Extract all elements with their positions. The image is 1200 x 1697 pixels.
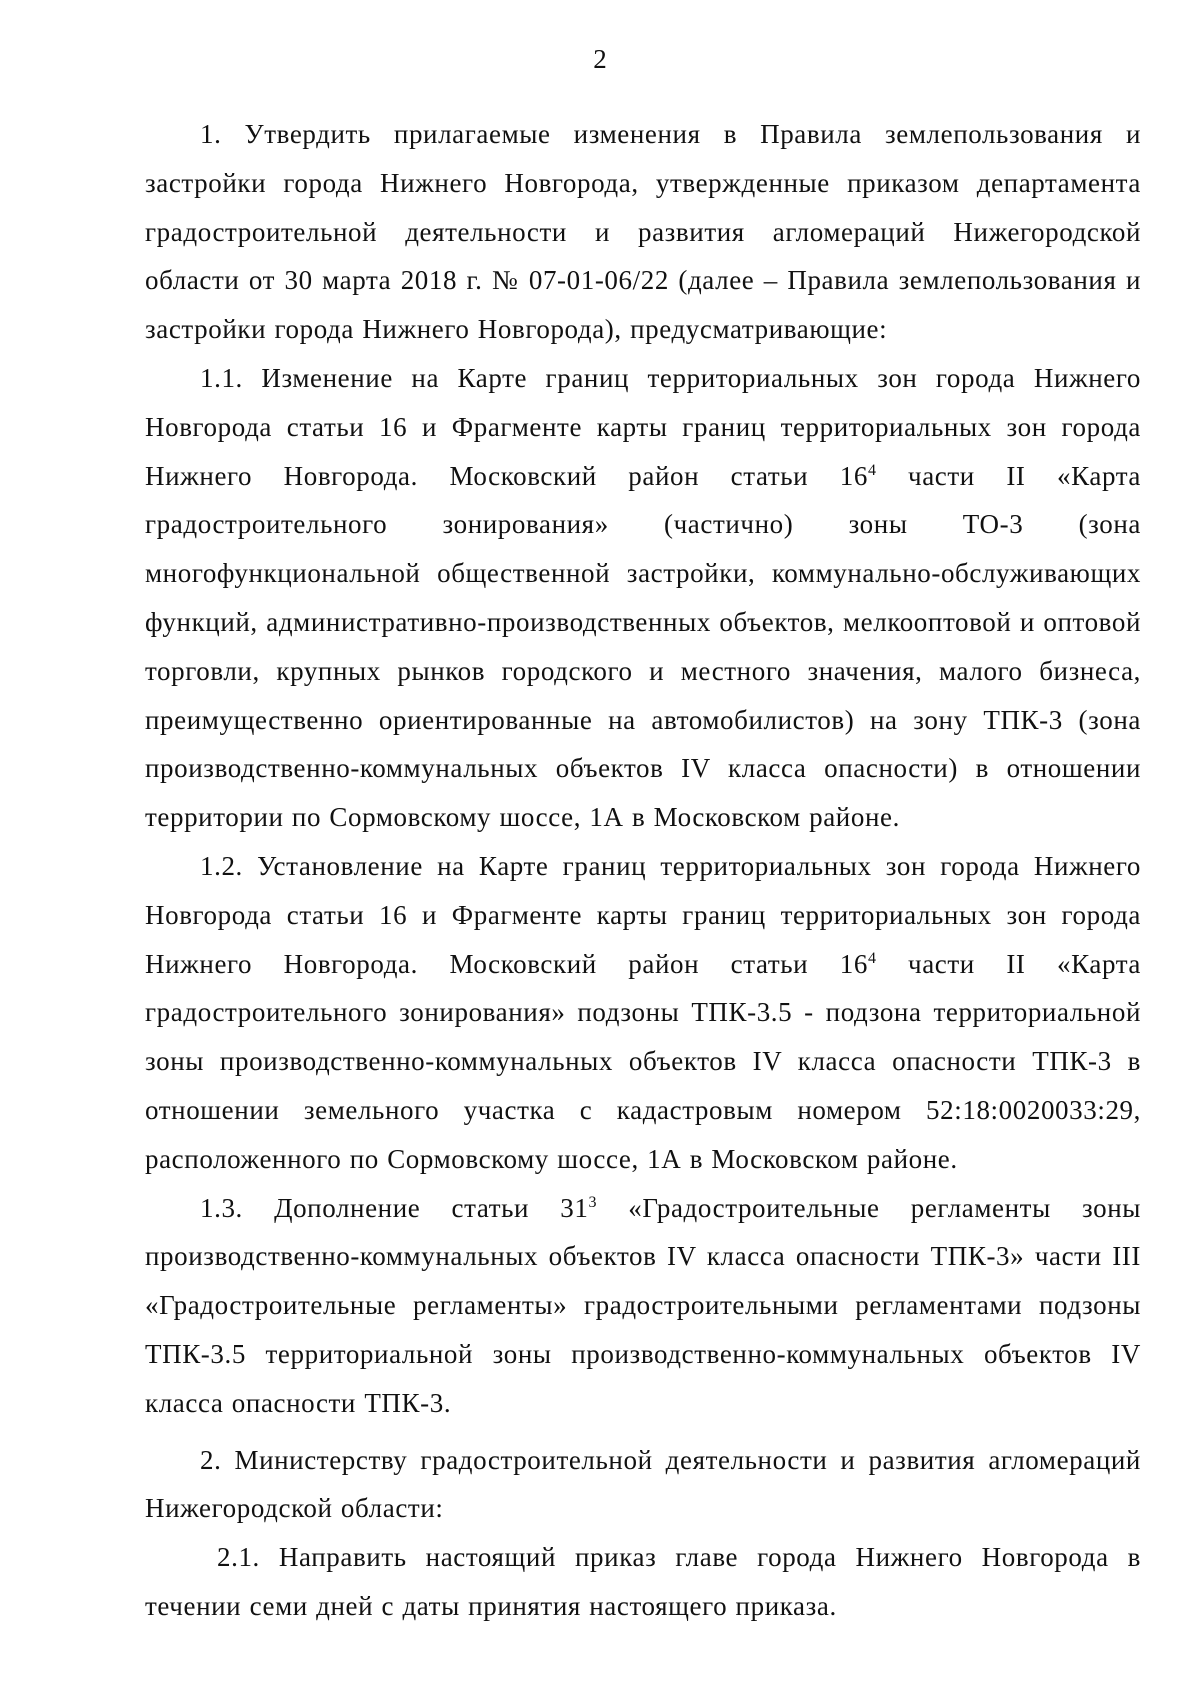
- paragraph-1-3-text-a: 1.3. Дополнение статьи 31: [200, 1192, 589, 1223]
- paragraph-1-1-superscript: 4: [867, 461, 877, 479]
- paragraph-1-3-superscript: 3: [588, 1193, 598, 1211]
- paragraph-1: 1. Утвердить прилагаемые изменения в Правила землепользования и застройки города Нижнего Новгорода, утвержденные приказом департамента градостроительной деятельности и развития агломераций Нижегородской области от 30 марта 2018 г. № 07-01-06/22 (далее – Правила землепользования и застройки города Нижнего Новгорода), предусматривающие:: [145, 119, 1141, 345]
- paragraph-1-3: [145, 1184, 1141, 1428]
- paragraph-1-3-text-b: «Градостроительные регламенты зоны производственно-коммунальных объектов IV класса опасности ТПК-3» части III «Градостроительные регламенты» градостроительными регламентами подзоны ТПК-3.5 территориальной зоны производственно-коммунальных объектов IV класса опасности ТПК-3.: [145, 1192, 1141, 1418]
- paragraph-1-2-superscript: 4: [867, 949, 877, 967]
- paragraph-1-2: [145, 842, 1141, 1184]
- page-number: 2: [593, 44, 607, 74]
- paragraph-1-1-text-b: части II «Карта градостроительного зонирования» (частично) зоны ТО-3 (зона многофункциональной общественной застройки, коммунально-обслуживающих функций, административно-производственных объектов, мелкооптовой и оптовой торговли, крупных рынков городского и местного значения, малого бизнеса, преимущественно ориентированные на автомобилистов) на зону ТПК-3 (зона производственно-коммунальных объектов IV класса опасности) в отношении территории по Сормовскому шоссе, 1А в Московском районе.: [145, 460, 1142, 833]
- paragraph-2: 2. Министерству градостроительной деятельности и развития агломераций Нижегородской области:: [145, 1444, 1141, 1524]
- paragraph-1-1: [145, 354, 1141, 842]
- paragraph-2-1: 2.1. Направить настоящий приказ главе города Нижнего Новгорода в течении семи дней с даты принятия настоящего приказа.: [145, 1542, 1141, 1621]
- document-body: [145, 110, 1141, 1631]
- paragraph-1-2-text-a: 1.2. Установление на Карте границ территориальных зон города Нижнего Новгорода статьи 16 и Фрагменте карты границ территориальных зон города Нижнего Новгорода. Московский район статьи 16: [145, 850, 1141, 979]
- paragraph-1-1-text-a: 1.1. Изменение на Карте границ территориальных зон города Нижнего Новгорода статьи 16 и Фрагменте карты границ территориальных зон города Нижнего Новгорода. Московский район статьи 16: [145, 362, 1141, 491]
- paragraph-1-2-text-b: части II «Карта градостроительного зонирования» подзоны ТПК-3.5 - подзона территориальной зоны производственно-коммунальных объектов IV класса опасности ТПК-3 в отношении земельного участка с кадастровым номером 52:18:0020033:29, расположенного по Сормовскому шоссе, 1А в Московском районе.: [145, 948, 1142, 1174]
